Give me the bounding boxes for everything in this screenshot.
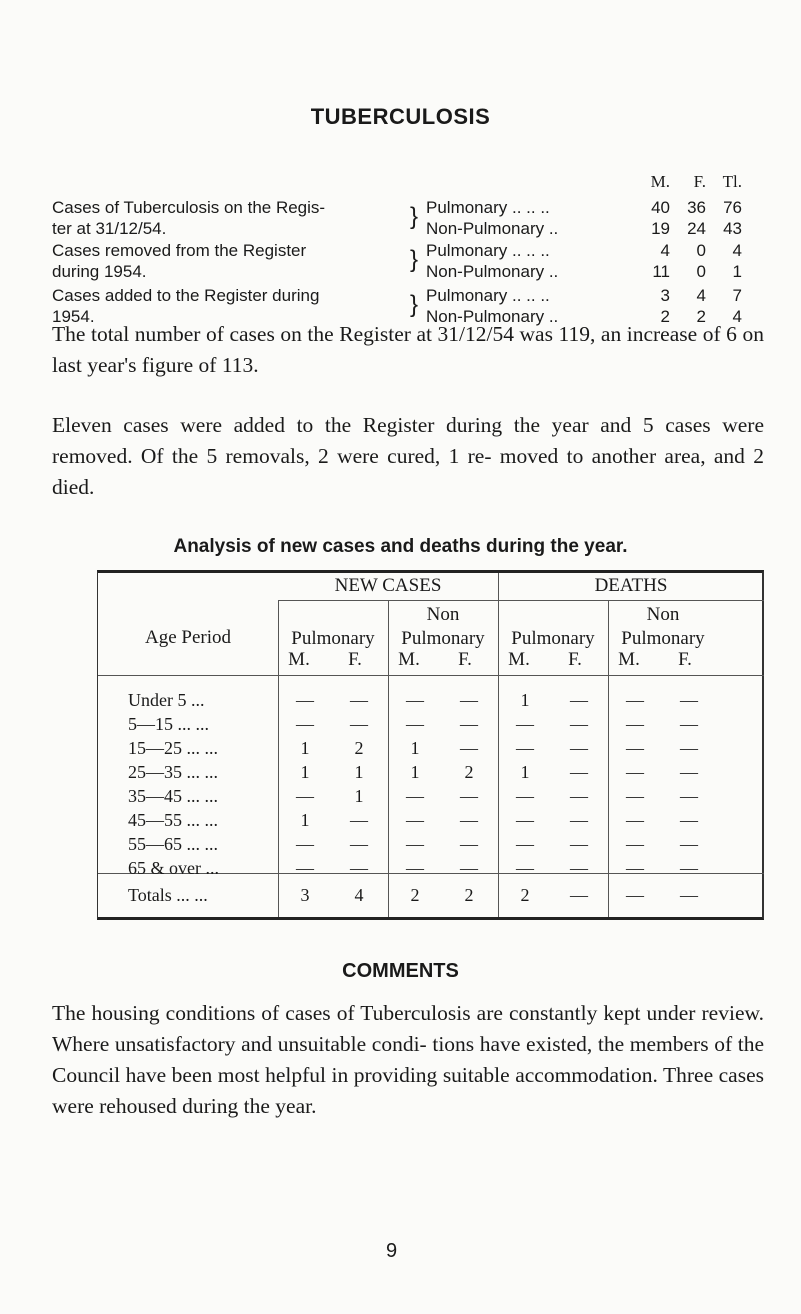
table-cell: — <box>626 810 644 830</box>
age-period-header: Age Period <box>144 627 231 648</box>
table-cell: 1 <box>520 762 530 782</box>
table-cell: — <box>626 738 644 758</box>
table-cell: — <box>406 858 424 878</box>
totals-cell: 4 <box>354 885 364 905</box>
paragraph-total-cases: The total number of cases on the Register at 31/12/54 was 119, an increase of 6 on last year's figure of 113. <box>52 322 764 377</box>
table-cell: — <box>350 714 368 734</box>
page-number: 9 <box>386 1240 398 1262</box>
table-cell: — <box>680 786 698 806</box>
summary-type-non-pulmonary: Non-Pulmonary .. <box>426 262 559 281</box>
totals-cell: 2 <box>464 885 474 905</box>
table-cell: — <box>570 690 588 710</box>
group-header-new-cases: NEW CASES <box>334 575 442 596</box>
summary-value: 7 <box>732 286 742 305</box>
summary-label-line1: Cases of Tuberculosis on the Regis- <box>52 198 326 217</box>
table-cell: 1 <box>354 762 364 782</box>
comments-heading: COMMENTS <box>342 960 459 982</box>
summary-value: 40 <box>651 198 670 217</box>
sub-header: Pulmonary <box>511 628 595 649</box>
table-cell: — <box>460 810 478 830</box>
table-row-age: 35—45 ... ... <box>128 786 218 806</box>
header-female: F. <box>693 172 706 191</box>
table-cell: — <box>680 714 698 734</box>
table-cell: — <box>460 858 478 878</box>
table-cell: — <box>680 858 698 878</box>
sub-header: Non Pulmonary <box>401 604 485 649</box>
sex-header-female: F. <box>458 649 472 670</box>
table-cell: — <box>570 858 588 878</box>
table-cell: — <box>406 714 424 734</box>
summary-label-line1: Cases removed from the Register <box>52 241 307 260</box>
table-cell: — <box>406 690 424 710</box>
table-cell: — <box>680 690 698 710</box>
table-cell: — <box>516 834 534 854</box>
summary-value: 0 <box>696 262 706 281</box>
table-cell: — <box>296 690 314 710</box>
table-row-age: 65 & over ... <box>128 858 219 878</box>
totals-cell: — <box>680 885 698 905</box>
summary-type-non-pulmonary: Non-Pulmonary .. <box>426 219 559 238</box>
table-cell: — <box>626 714 644 734</box>
summary-value: 43 <box>723 219 742 238</box>
table-row-age: 5—15 ... ... <box>128 714 209 734</box>
summary-label-line2: 1954. <box>52 307 95 326</box>
summary-value: 1 <box>732 262 742 281</box>
sex-header-male: M. <box>618 649 640 670</box>
summary-value: 36 <box>687 198 706 217</box>
table-cell: — <box>296 858 314 878</box>
summary-value: 76 <box>723 198 742 217</box>
totals-cell: — <box>570 885 588 905</box>
page-title: TUBERCULOSIS <box>310 104 491 129</box>
table-cell: — <box>460 690 478 710</box>
table-cell: — <box>516 738 534 758</box>
table-cell: — <box>460 738 478 758</box>
table-cell: — <box>570 786 588 806</box>
totals-label: Totals ... ... <box>128 885 208 905</box>
table-cell: — <box>516 810 534 830</box>
table-cell: — <box>626 762 644 782</box>
summary-value: 4 <box>732 241 742 260</box>
table-cell: 1 <box>300 810 310 830</box>
summary-type-non-pulmonary: Non-Pulmonary .. <box>426 307 559 326</box>
comments-text: The housing conditions of cases of Tuberculosis are constantly kept under review. Where unsatisfactory and unsuitable condi- tions have existed, the members of the Council have been most helpful in providing suitable accommodation. Three cases were rehoused during the year. <box>52 1001 764 1118</box>
table-cell: 1 <box>410 762 420 782</box>
table-cell: — <box>570 714 588 734</box>
table-cell: — <box>626 858 644 878</box>
table-cell: — <box>680 762 698 782</box>
group-header-deaths: DEATHS <box>594 575 668 596</box>
table-cell: — <box>296 786 314 806</box>
brace-icon: } <box>410 246 419 273</box>
table-row-age: Under 5 ... <box>128 690 205 710</box>
table-cell: — <box>350 810 368 830</box>
summary-value: 3 <box>660 286 670 305</box>
sub-header: Non Pulmonary <box>621 604 705 649</box>
table-cell: — <box>516 714 534 734</box>
summary-label-line2: during 1954. <box>52 262 147 281</box>
table-cell: — <box>516 786 534 806</box>
sex-header-female: F. <box>678 649 692 670</box>
table-cell: 1 <box>354 786 364 806</box>
group-underline <box>278 600 764 601</box>
table-cell: — <box>626 834 644 854</box>
summary-value: 2 <box>696 307 706 326</box>
table-cell: — <box>460 786 478 806</box>
sex-header-male: M. <box>288 649 310 670</box>
sex-header-female: F. <box>348 649 362 670</box>
table-cell: — <box>680 834 698 854</box>
table-cell: — <box>406 834 424 854</box>
table-cell: — <box>680 810 698 830</box>
table-cell: 1 <box>520 690 530 710</box>
table-cell: 1 <box>300 762 310 782</box>
table-cell: 1 <box>300 738 310 758</box>
table-cell: 2 <box>464 762 474 782</box>
summary-label-line1: Cases added to the Register during <box>52 286 320 305</box>
table-cell: — <box>626 786 644 806</box>
table-cell: — <box>570 762 588 782</box>
table-cell: — <box>460 834 478 854</box>
sex-header-male: M. <box>508 649 530 670</box>
brace-icon: } <box>410 203 419 230</box>
table-cell: — <box>350 690 368 710</box>
totals-cell: 3 <box>300 885 310 905</box>
table-cell: 1 <box>410 738 420 758</box>
table-row-age: 45—55 ... ... <box>128 810 218 830</box>
summary-value: 19 <box>651 219 670 238</box>
table-row-age: 25—35 ... ... <box>128 762 218 782</box>
summary-value: 4 <box>660 241 670 260</box>
table-cell: — <box>350 858 368 878</box>
sex-header-male: M. <box>398 649 420 670</box>
age-period-table <box>97 570 764 920</box>
table-cell: — <box>626 690 644 710</box>
paragraph-changes: Eleven cases were added to the Register during the year and 5 cases were removed. Of the 5 removals, 2 were cured, 1 re- moved to another area, and 2 died. <box>52 413 764 499</box>
table-cell: — <box>296 714 314 734</box>
header-total: Tl. <box>722 172 742 191</box>
brace-icon: } <box>410 291 419 318</box>
sex-header-female: F. <box>568 649 582 670</box>
totals-cell: 2 <box>520 885 530 905</box>
table-cell: — <box>406 810 424 830</box>
summary-type-pulmonary: Pulmonary .. .. .. <box>426 198 550 217</box>
table-cell: — <box>570 810 588 830</box>
sub-header: Pulmonary <box>291 628 375 649</box>
table-cell: 2 <box>354 738 364 758</box>
totals-cell: — <box>626 885 644 905</box>
table-cell: — <box>460 714 478 734</box>
summary-value: 4 <box>696 286 706 305</box>
summary-value: 2 <box>660 307 670 326</box>
totals-cell: 2 <box>410 885 420 905</box>
header-underline <box>98 675 764 676</box>
table-cell: — <box>516 858 534 878</box>
table-cell: — <box>570 738 588 758</box>
summary-value: 11 <box>652 262 670 281</box>
table-cell: — <box>570 834 588 854</box>
summary-label-line2: ter at 31/12/54. <box>52 219 167 238</box>
table-row-age: 15—25 ... ... <box>128 738 218 758</box>
table-cell: — <box>296 834 314 854</box>
summary-type-pulmonary: Pulmonary .. .. .. <box>426 241 550 260</box>
table-cell: — <box>680 738 698 758</box>
table-row-age: 55—65 ... ... <box>128 834 218 854</box>
table-cell: — <box>350 834 368 854</box>
summary-value: 4 <box>732 307 742 326</box>
header-male: M. <box>650 172 670 191</box>
table-cell: — <box>406 786 424 806</box>
summary-type-pulmonary: Pulmonary .. .. .. <box>426 286 550 305</box>
summary-value: 0 <box>696 241 706 260</box>
summary-value: 24 <box>687 219 706 238</box>
analysis-heading: Analysis of new cases and deaths during the year. <box>173 536 628 557</box>
